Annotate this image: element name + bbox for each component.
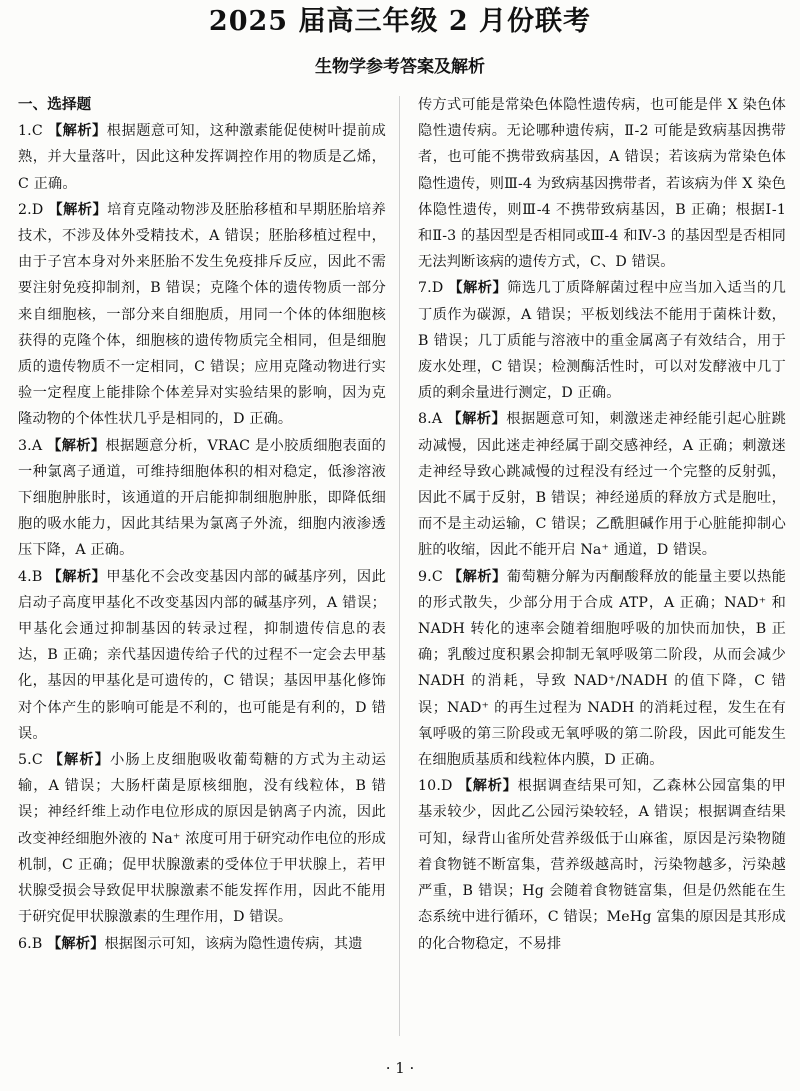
question-item [18,747,386,930]
analysis-tag: 【解析】 [48,201,108,218]
question-number: 5. [18,752,32,769]
question-answer: C [431,568,443,585]
analysis-tag: 【解析】 [47,935,105,952]
page-title: 2025 届高三年级 2 月份联考 [208,6,592,37]
analysis-tag: 【解析】 [447,411,507,428]
left-column [18,92,386,957]
section-heading: 一、选择题 [18,96,92,113]
column-divider [399,96,400,1036]
question-text: 甲基化不会改变基因内部的碱基序列，因此启动子高度甲基化不改变基因内部的碱基序列，A 错误；甲基化会通过抑制基因的转录过程，抑制遗传信息的表达，B 正确；亲代基因遗传给子代的过程不一定会去甲基化，基因的甲基化是可遗传的，C 错误；基因甲基化修饰对个体产生的影响可能是不利的，也可能是有利的，D 错误。 [18,568,386,742]
question-text: 根据题意可知，这种激素能促使树叶提前成熟，并大量落叶，因此这种发挥调控作用的物质是乙烯，C 正确。 [18,123,386,192]
question-number: 2. [18,201,32,218]
question-item [418,406,786,563]
question-text: 培育克隆动物涉及胚胎移植和早期胚胎培养技术，不涉及体外受精技术，A 错误；胚胎移植过程中，由于子宫本身对外来胚胎不发生免疫排斥反应，因此不需要注射免疫抑制剂，B 错误；克隆个体的遗传物质一部分来自细胞核，一部分来自细胞质，用同一个体的体细胞核获得的克隆个体，细胞核的遗传物质完全相同，但是细胞质的遗传物质不一定相同，C 错误；应用克隆动物进行实验一定程度上能排除个体差异对实验结果的影响，因为克隆动物的个体性状几乎是相同的，D 正确。 [18,201,386,428]
question-item [18,564,386,747]
question-text: 根据调查结果可知，乙森林公园富集的甲基汞较少，因此乙公园污染较轻，A 错误；根据调查结果可知，绿背山雀所处营养级低于山麻雀，原因是污染物随着食物链不断富集，营养级越高时，污染物越多，污染越严重，B 错误；Hg 会随着食物链富集，但是仍然能在生态系统中进行循环，C 错误；MeHg 富集的原因是其形成的化合物稳定，不易排 [418,778,786,952]
analysis-tag: 【解析】 [457,778,518,795]
question-number: 4. [18,568,32,585]
question-answer: A [31,437,43,454]
question-item [418,275,786,406]
question-item [18,433,386,564]
question-text: 葡萄糖分解为丙酮酸释放的能量主要以热能的形式散失，少部分用于合成 ATP，A 正确；NAD⁺ 和 NADH 转化的速率会随着细胞呼吸的加快而加快，B 正确；乳酸过度积累会抑制无氧呼吸第二阶段，从而会减少 NADH 的消耗，导致 NAD⁺/NADH 的值下降，C 错误；NAD⁺ 的再生过程为 NADH 的消耗过程，发生在有氧呼吸的第三阶段或无氧呼吸的第二阶段，因此可能发生在细胞质基质和线粒体内膜，D 正确。 [418,568,786,769]
question-answer: D [431,280,444,297]
question-answer: D [441,778,453,795]
question-answer: A [431,411,443,428]
question-text: 根据题意可知，刺激迷走神经能引起心脏跳动减慢，因此迷走神经属于副交感神经，A 正确；刺激迷走神经导致心跳减慢的过程没有经过一个完整的反射弧，因此不属于反射，B 错误；神经递质的释放方式是胞吐，而不是主动运输，C 错误；乙酰胆碱作用于心脏能抑制心脏的收缩，因此不能开启 Na⁺ 通道，D 错误。 [418,411,786,559]
question-item [18,197,386,433]
analysis-tag: 【解析】 [48,752,111,769]
question-item [418,564,786,774]
question-answer: C [31,752,43,769]
question-item [418,773,786,956]
question-number: 10. [418,778,442,795]
analysis-tag: 【解析】 [47,437,106,454]
page-number: · 1 · [385,1059,415,1077]
question-answer: C [31,123,43,140]
question-item [18,931,386,957]
question-text: 根据题意分析，VRAC 是小胶质细胞表面的一种氯离子通道，可维持细胞体积的相对稳定，低渗溶液下细胞肿胀时，该通道的开启能抑制细胞肿胀，即降低细胞的吸水能力，因此其结果为氯离子外流，细胞内液渗透压下降，A 正确。 [18,437,386,559]
question-number: 1. [18,123,32,140]
analysis-tag: 【解析】 [447,568,507,585]
question-number: 9. [418,568,432,585]
question-continuation: 传方式可能是常染色体隐性遗传病，也可能是伴 X 染色体隐性遗传病。无论哪种遗传病，Ⅱ-2 可能是致病基因携带者，也可能不携带致病基因，A 错误；若该病为常染色体隐性遗传，则Ⅲ-4 为致病基因携带者，若该病为伴 X 染色体隐性遗传，则Ⅲ-4 不携带致病基因，B 正确；根据Ⅰ-1 和Ⅱ-3 的基因型是否相同或Ⅲ-4 和Ⅳ-3 的基因型是否相同无法判断该病的遗传方式，C、D 错误。 [418,97,786,271]
question-text: 根据图示可知，该病为隐性遗传病，其遗 [104,935,363,952]
question-item [18,118,386,197]
question-number: 8. [418,411,432,428]
analysis-tag: 【解析】 [47,123,107,140]
analysis-tag: 【解析】 [47,568,107,585]
question-text: 小肠上皮细胞吸收葡萄糖的方式为主动运输，A 错误；大肠杆菌是原核细胞，没有线粒体，B 错误；神经纤维上动作电位形成的原因是钠离子内流，因此改变神经细胞外液的 Na⁺ 浓度可用于研究动作电位的形成机制，C 正确；促甲状腺激素的受体位于甲状腺上，若甲状腺受损会导致促甲状腺激素不能发挥作用，因此不能用于研究促甲状腺激素的生理作用，D 错误。 [18,752,386,926]
page-subtitle: 生物学参考答案及解析 [315,57,485,77]
right-column [418,92,786,957]
question-number: 3. [18,437,32,454]
question-answer: B [31,935,43,952]
analysis-tag: 【解析】 [448,280,508,297]
question-number: 7. [418,280,432,297]
question-answer: B [31,568,43,585]
question-number: 6. [18,935,32,952]
question-text: 筛选几丁质降解菌过程中应当加入适当的几丁质作为碳源，A 错误；平板划线法不能用于菌株计数，B 错误；几丁质能与溶液中的重金属离子有效结合，用于废水处理，C 错误；检测酶活性时，可以对发酵液中几丁质的剩余量进行测定，D 正确。 [418,280,786,402]
question-answer: D [31,201,44,218]
